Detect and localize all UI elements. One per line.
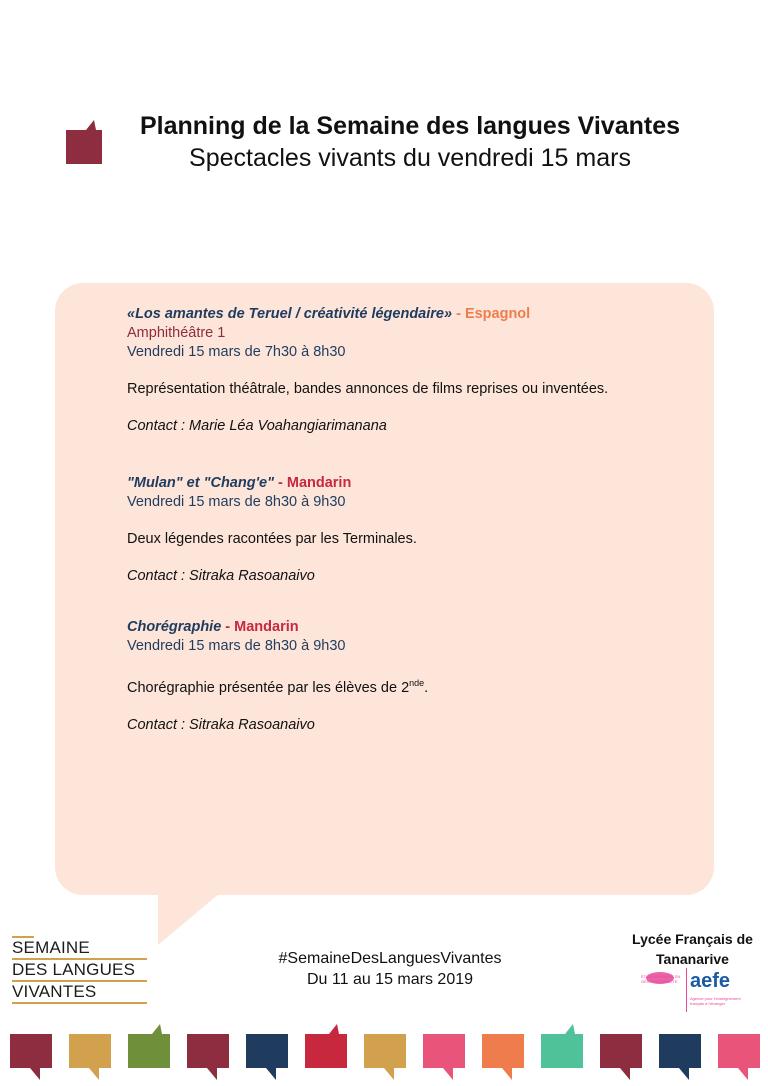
speech-bubble-icon	[187, 1022, 229, 1082]
logo-line-1: SEMAINE	[12, 938, 90, 957]
event-language: Espagnol	[464, 306, 531, 322]
speech-bubble-icon	[364, 1022, 406, 1082]
event-separator: -	[452, 306, 465, 322]
footer-info	[240, 948, 540, 990]
bubble-tail	[158, 893, 220, 945]
event-teruel	[127, 305, 687, 436]
speech-bubble-icon	[305, 1022, 347, 1082]
event-date: Vendredi 15 mars de 7h30 à 8h30	[127, 344, 346, 360]
speech-bubble-icon	[482, 1022, 524, 1082]
event-description: Représentation théâtrale, bandes annonces de films reprises ou inventées.	[127, 381, 609, 397]
event-contact: Contact : Sitraka Rasoanaivo	[127, 716, 315, 733]
speech-bubble-icon	[66, 120, 102, 164]
speech-bubble-icon	[718, 1022, 760, 1082]
event-place: Amphithéâtre 1	[127, 325, 226, 341]
speech-bubble-icon	[69, 1022, 111, 1082]
aefe-left-text: ÉTABLISSEMENT EN GESTION DIRECTE	[641, 974, 681, 984]
event-choregraphie	[127, 618, 687, 735]
aefe-word: aefe	[690, 970, 731, 992]
event-language: Mandarin	[234, 619, 299, 635]
event-title-mid: et	[182, 475, 204, 491]
speech-bubble-icon	[541, 1022, 583, 1082]
event-description	[127, 674, 687, 698]
logo-line-2: DES LANGUES	[12, 960, 136, 979]
event-separator: -	[273, 475, 287, 491]
schedule-content	[127, 305, 687, 763]
speech-bubble-icon	[600, 1022, 642, 1082]
aefe-subtitle: Agence pour l'enseignement français à l'étranger	[690, 996, 741, 1006]
semaine-logo	[12, 936, 152, 1004]
event-description-sup: nde	[409, 678, 425, 688]
school-logo	[620, 929, 765, 969]
page-subtitle: Spectacles vivants du vendredi 15 mars	[189, 144, 631, 172]
event-contact: Contact : Sitraka Rasoanaivo	[127, 568, 315, 584]
event-mulan	[127, 474, 687, 586]
event-title: «Los amantes de Teruel / créativité légendaire»	[127, 306, 453, 322]
page-header	[110, 110, 710, 174]
event-title-part1: "Mulan"	[127, 475, 183, 491]
footer-dates: Du 11 au 15 mars 2019	[306, 971, 474, 988]
speech-bubble-icon	[10, 1022, 52, 1082]
logo-line-3: VIVANTES	[12, 982, 97, 1001]
event-title-part2: "Chang'e"	[203, 475, 274, 491]
footer-hashtag: #SemaineDesLanguesVivantes	[278, 950, 502, 967]
school-name: Lycée Français de Tananarive	[632, 931, 753, 967]
event-date: Vendredi 15 mars de 8h30 à 9h30	[127, 638, 346, 654]
event-title: Chorégraphie	[127, 619, 222, 635]
event-description-text: Chorégraphie présentée par les élèves de 2	[127, 679, 410, 696]
logo-divider	[12, 1002, 147, 1004]
speech-bubble-icon	[659, 1022, 701, 1082]
speech-bubble-icon	[246, 1022, 288, 1082]
event-description: Deux légendes racontées par les Terminales.	[127, 531, 417, 547]
speech-bubble-icon	[423, 1022, 465, 1082]
event-separator: -	[221, 619, 235, 635]
icon-strip	[0, 1022, 768, 1086]
event-date: Vendredi 15 mars de 8h30 à 9h30	[127, 494, 346, 510]
event-contact: Contact : Marie Léa Voahangiarimanana	[127, 418, 387, 434]
event-language: Mandarin	[286, 475, 352, 491]
page-title: Planning de la Semaine des langues Vivantes	[139, 112, 680, 140]
event-description-end: .	[424, 679, 429, 696]
speech-bubble-icon	[128, 1022, 170, 1082]
